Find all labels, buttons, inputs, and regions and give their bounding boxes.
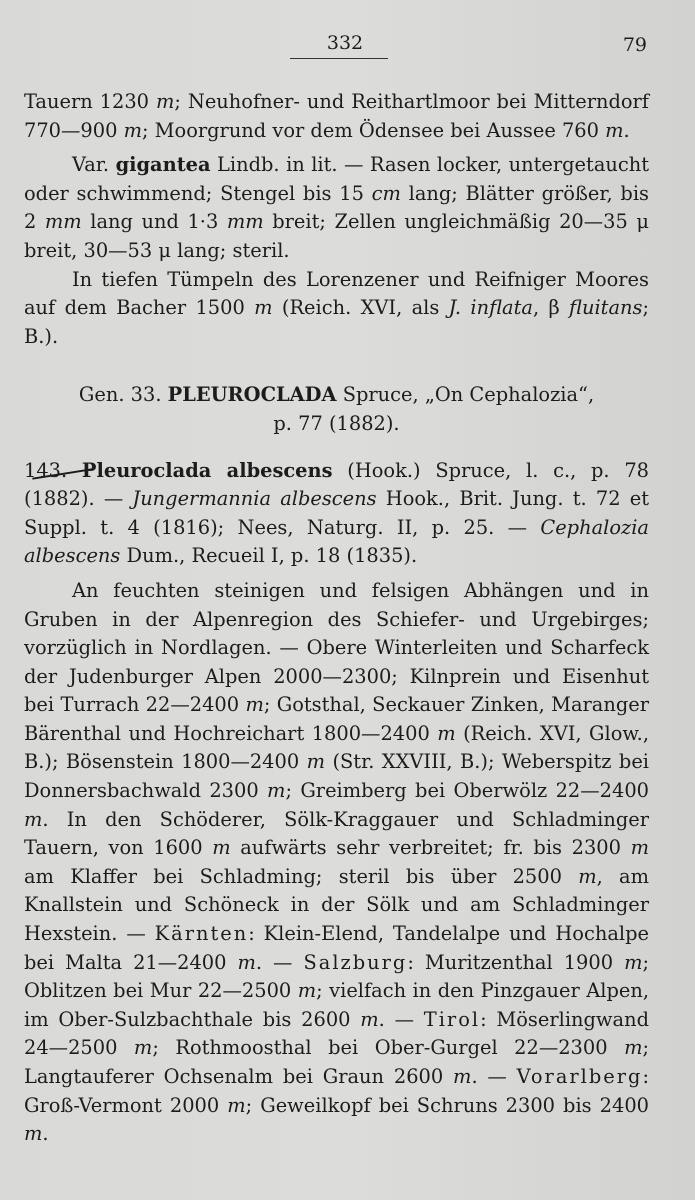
- page-header: [0, 32, 695, 62]
- paragraph-locality-continued: Tauern 1230 m; Neuhofner- und Reithartlmoor bei Mitterndorf 770—900 m; Moorgrund vor dem Ödensee bei Aussee 760 m.: [24, 90, 649, 142]
- region-kaernten: Kärnten: [154, 922, 249, 946]
- paragraph-variety-gigantea: Var. gigantea Lindb. in lit. — Rasen locker, untergetaucht oder schwimmend; Stengel bis 15 cm lang; Blätter größer, bis 2 mm lang und 1·3 mm breit; Zellen ungleichmäßig 20—35 μ breit, 30—53 μ lang; steril.: [24, 153, 650, 262]
- paragraph-variety-locality: In tiefen Tümpeln des Lorenzener und Reifniger Moores auf dem Bacher 1500 m (Reich. XVI, als J. inflata, β fluitans; B.).: [24, 267, 650, 348]
- genus-name: PLEUROCLADA: [167, 383, 337, 407]
- header-rule: [290, 58, 388, 59]
- synonym-jungermannia: Jungermannia albescens: [132, 487, 377, 511]
- page-number-right: 79: [622, 34, 647, 56]
- synonym-cephalozia: Cephalozia albescens: [24, 515, 649, 568]
- page-body: [24, 88, 649, 1149]
- genus-heading: Gen. 33. PLEUROCLADA Spruce, „On Cephalozia“,: [78, 383, 595, 407]
- region-salzburg: Salzburg: [303, 950, 408, 974]
- species-entry: 143. Pleuroclada albescens (Hook.) Spruce, l. c., p. 78 (1882). — Jungermannia albescens Hook., Brit. Jung. t. 72 et Suppl. t. 4 (1816); Nees, Naturg. II, p. 25. — Cephalozia albescens Dum., Recueil I, p. 18 (1835).: [24, 458, 650, 568]
- species-name: Pleuroclada albescens: [81, 458, 333, 482]
- region-tirol: Tirol: [423, 1007, 481, 1031]
- species-number: 143.: [24, 458, 82, 482]
- page-number-center: 332: [326, 32, 364, 54]
- region-vorarlberg: Vorarlberg: [516, 1065, 643, 1088]
- paragraph-habitat-distribution: An feuchten steinigen und felsigen Abhängen und in Gruben in der Alpenregion des Schiefer- und Urgebirges; vorzüglich in Nordlagen. — Obere Winterleiten und Scharfeck der Judenburger Alpen 2000—2300; Kilnprein und Eisenhut bei Turrach 22—2400 m; Gotsthal, Seckauer Zinken, Maranger Bärenthal und Hochreichart 1800—2400 m (Reich. XVI, Glow., B.); Bösenstein 1800—2400 m (Str. XXVIII, B.); Weberspitz bei Donnersbachwald 2300 m; Greimberg bei Oberwölz 22—2400 m. In den Schöderer, Sölk-Kraggauer und Schladminger Tauern, von 1600 m aufwärts sehr verbreitet; fr. bis 2300 m am Klaffer bei Schladming; steril bis über 2500 m, am Knallstein und Schöneck in der Sölk und am Schladminger Hexstein. — Kärnten: Klein-Elend, Tandelalpe und Hochalpe bei Malta 21—2400 m. — Salzburg: Muritzenthal 1900 m; Oblitzen bei Mur 22—2500 m; vielfach in den Pinzgauer Alpen, im Ober-Sulzbachthale bis 2600 m. — Tirol: Möserlingwand 24—2500 m; Rothmoosthal bei Ober-Gurgel 22—2300 m; Langtauferer Ochsenalm bei Graun 2600 m. — Vorarlberg: Groß-Vermont 2000 m; Geweilkopf bei Schruns 2300 bis 2400 m.: [24, 578, 650, 1146]
- genus-heading-citation: p. 77 (1882).: [273, 411, 400, 435]
- variety-name: gigantea: [115, 153, 211, 177]
